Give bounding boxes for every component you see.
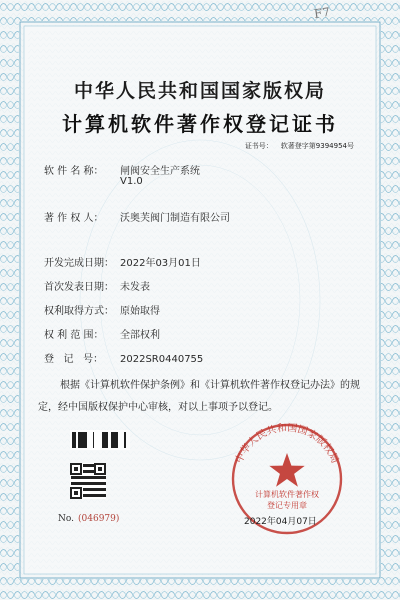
- acquisition-value: 原始取得: [120, 306, 160, 317]
- registration-statement: 根据《计算机软件保护条例》和《计算机软件著作权登记办法》的规定，经中国版权保护中心审核，对以上事项予以登记。: [38, 380, 360, 413]
- acquisition-label: 权利取得方式：: [44, 306, 114, 317]
- certificate-number-label: 证书号：: [244, 142, 273, 150]
- field-reg-number: [44, 350, 203, 365]
- reg-number-value: 2022SR0440755: [120, 354, 204, 365]
- software-name-value: 闸阀安全生产系统: [120, 166, 200, 177]
- field-completion-date: [44, 254, 201, 269]
- field-owner: [44, 209, 230, 224]
- issue-date: 2022年04月07日: [244, 517, 317, 527]
- scope-value: 全部权利: [120, 330, 160, 341]
- field-software-name: [44, 162, 200, 177]
- handwritten-mark: F7: [313, 4, 331, 22]
- serial-value: (046979): [78, 514, 120, 524]
- software-name-label: 软 件 名 称：: [44, 166, 104, 177]
- completion-date-label: 开发完成日期：: [44, 258, 114, 269]
- first-publish-label: 首次发表日期：: [44, 282, 114, 293]
- first-publish-value: 未发表: [120, 282, 150, 293]
- seal-star-icon: [269, 453, 304, 487]
- qr-code-image: [70, 463, 106, 499]
- owner-value: 沃奥芙阀门制造有限公司: [120, 213, 230, 224]
- serial-prefix: No.: [58, 514, 74, 524]
- field-first-publish: [44, 278, 150, 293]
- field-acquisition: [44, 302, 160, 317]
- issuing-authority: 中华人民共和国国家版权局: [73, 80, 326, 102]
- software-version: V1.0: [120, 176, 143, 187]
- field-scope: [44, 326, 160, 341]
- reg-number-label: 登 记 号：: [44, 354, 104, 365]
- serial-number: [58, 514, 119, 524]
- certificate-title: 计算机软件著作权登记证书: [62, 112, 338, 136]
- certificate-number-value: 软著登字第9394954号: [280, 142, 354, 150]
- certificate-number: [245, 141, 354, 151]
- seal-line-1: 计算机软件著作权: [255, 490, 319, 499]
- owner-label: 著 作 权 人：: [44, 213, 104, 224]
- seal-line-2: 登记专用章: [267, 501, 307, 510]
- seal-ring-text: 中华人民共和国国家版权局: [233, 422, 341, 466]
- completion-date-value: 2022年03月01日: [120, 258, 201, 269]
- scope-label: 权 利 范 围：: [44, 330, 104, 341]
- barcode-image: [70, 430, 130, 450]
